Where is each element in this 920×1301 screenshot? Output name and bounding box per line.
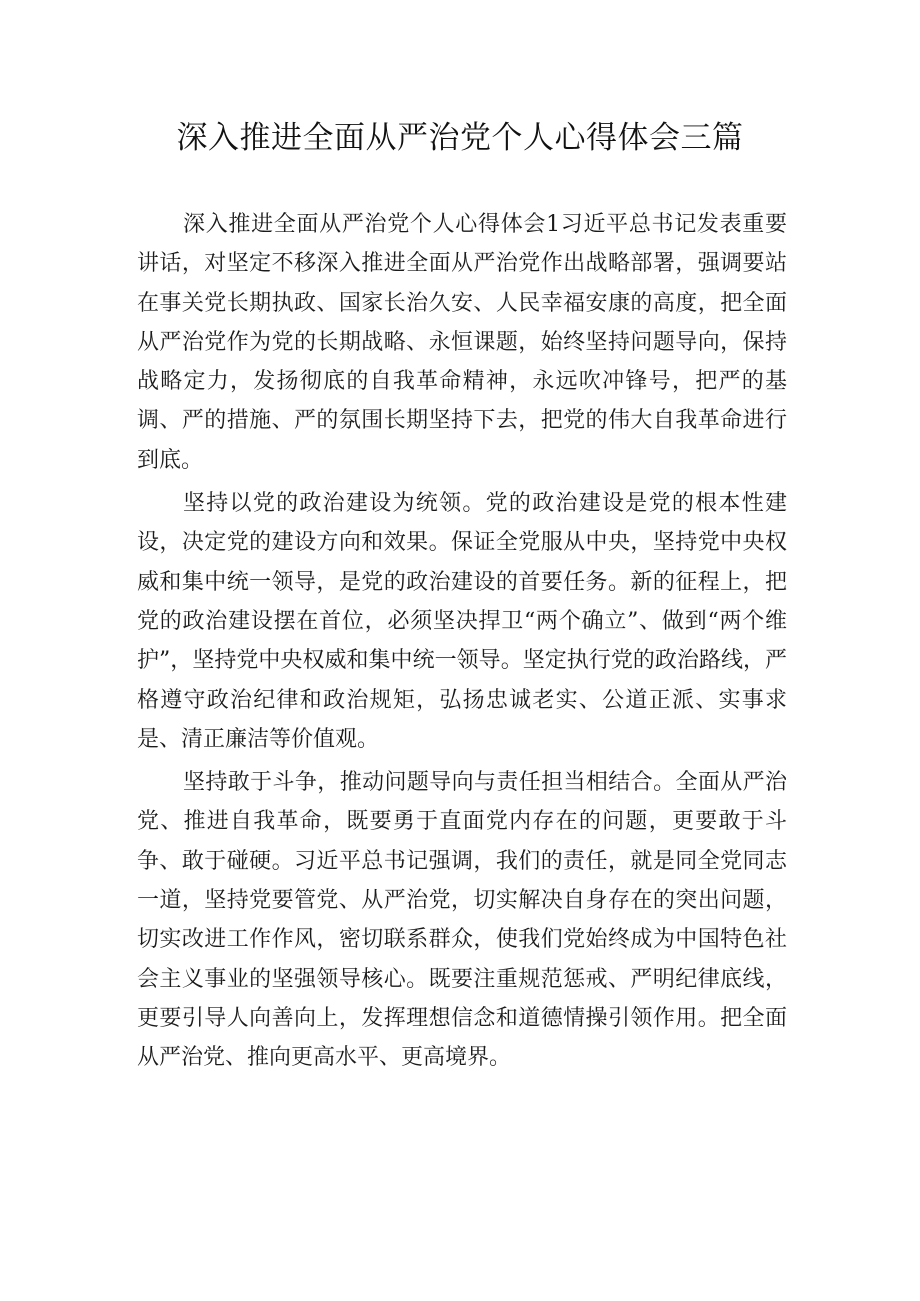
document-title: 深入推进全面从严治党个人心得体会三篇 xyxy=(176,120,744,156)
paragraph-2: 坚持以党的政治建设为统领。党的政治建设是党的根本性建设，决定党的建设方向和效果。保证全党服从中央，坚持党中央权威和集中统一领导，是党的政治建设的首要任务。新的征程上，把党的政治建设摆在首位，必须坚决捍卫“两个确立”、做到“两个维护”，坚持党中央权威和集中统一领导。坚定执行党的政治路线，严格遵守政治纪律和政治规矩，弘扬忠诚老实、公道正派、实事求是、清正廉洁等价值观。 xyxy=(137,491,787,752)
paragraph-3: 坚持敢于斗争，推动问题导向与责任担当相结合。全面从严治党、推进自我革命，既要勇于直面党内存在的问题，更要敢于斗争、敢于碰硬。习近平总书记强调，我们的责任，就是同全党同志一道，坚持党要管党、从严治党，切实解决自身存在的突出问题，切实改进工作作风，密切联系群众，使我们党始终成为中国特色社会主义事业的坚强领导核心。既要注重规范惩戒、严明纪律底线，更要引导人向善向上，发挥理想信念和道德情操引领作用。把全面从严治党、推向更高水平、更高境界。 xyxy=(137,770,787,1071)
paragraph-1: 深入推进全面从严治党个人心得体会1习近平总书记发表重要讲话，对坚定不移深入推进全面从严治党作出战略部署，强调要站在事关党长期执政、国家长治久安、人民幸福安康的高度，把全面从严治党作为党的长期战略、永恒课题，始终坚持问题导向，保持战略定力，发扬彻底的自我革命精神，永远吹冲锋号，把严的基调、严的措施、严的氛围长期坚持下去，把党的伟大自我革命进行到底。 xyxy=(137,212,787,473)
document-body xyxy=(137,205,787,1082)
